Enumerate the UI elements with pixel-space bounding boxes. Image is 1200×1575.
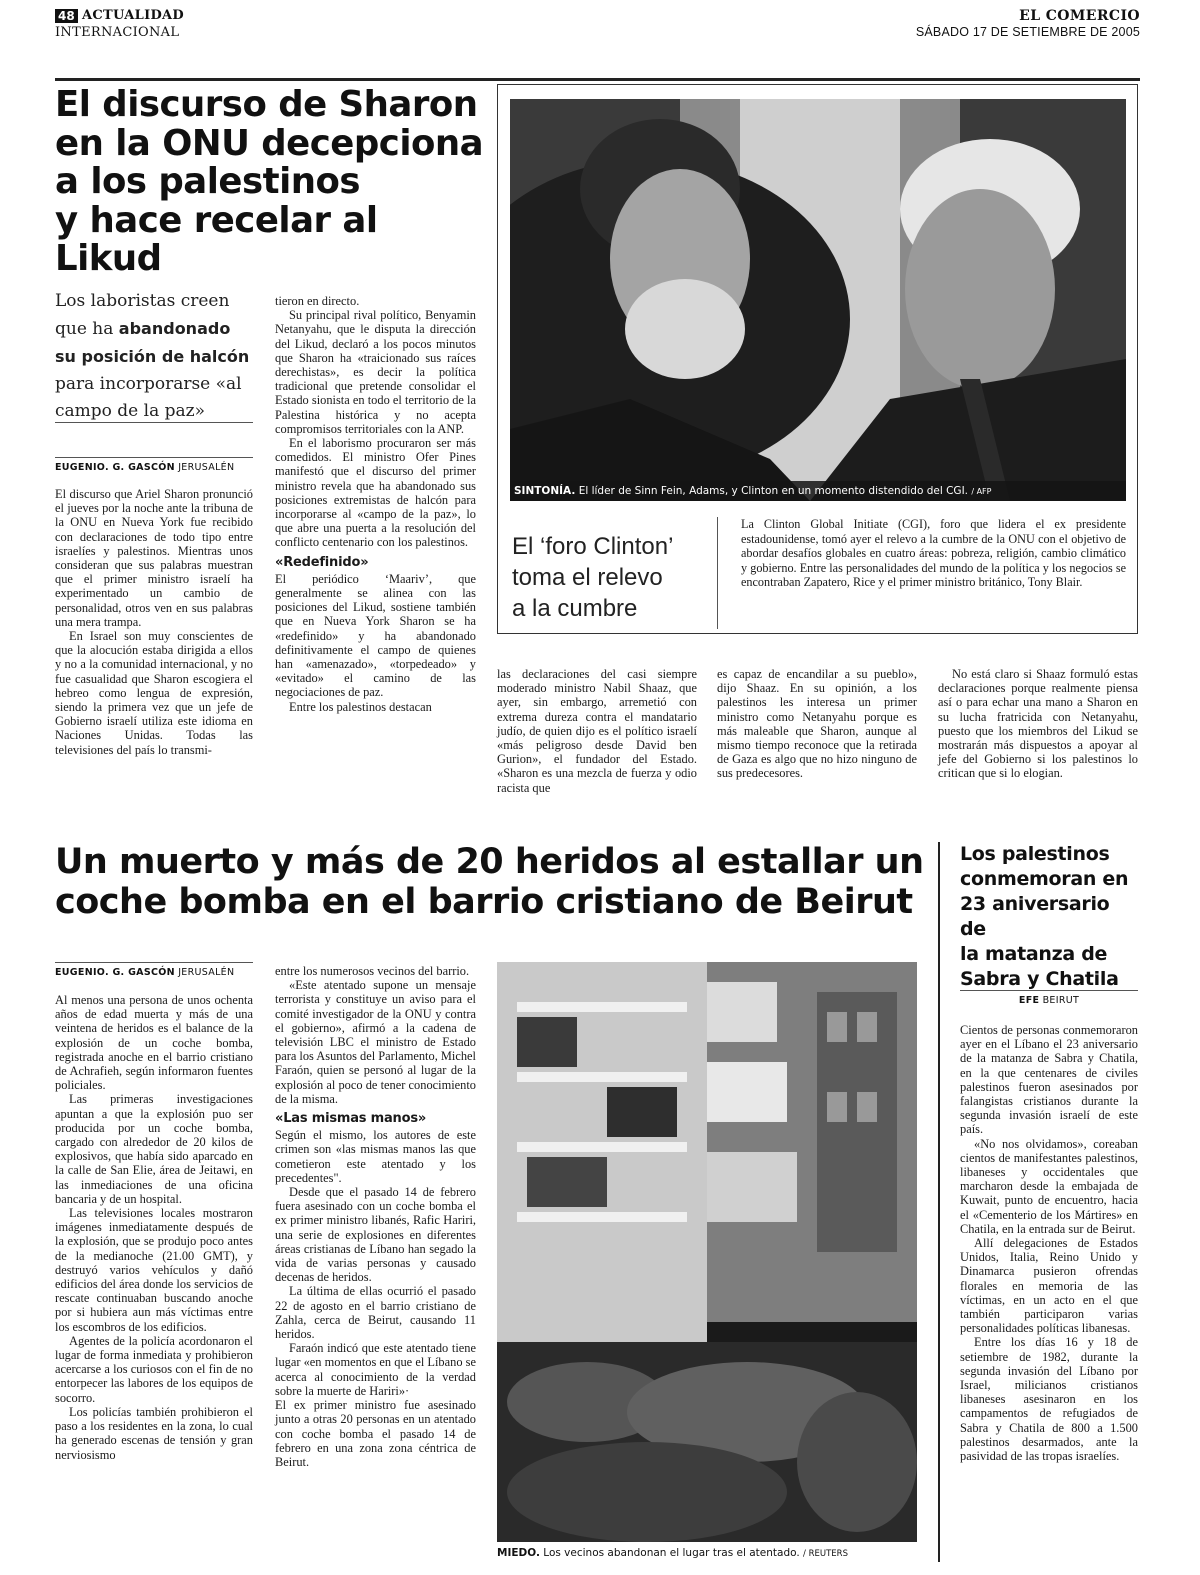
paragraph: Entre los días 16 y 18 de setiembre de 1982, durante la segunda invasión del Líbano por Israel, milicianos cristianos libaneses asesinaron en los campamentos de refugiados de Sabra y Chatila de 800 a 1.500 palestinos desarmados, ante la pasividad de las tropas israelíes. xyxy=(960,1335,1138,1464)
box-title-line: El ‘foro Clinton’ xyxy=(512,533,674,560)
paragraph: En el laborismo procuraron ser más comedidos. El ministro Ofer Pines manifestó que el discurso del primer ministro revela que ha abandonado sus posiciones extremistas de halcón para incorporarse al «campo de la paz», lo que abre una puerta a la resolución del conflicto centenario con los palestinos. xyxy=(275,436,476,550)
clinton-photo-caption xyxy=(510,481,1126,501)
caption-label: SINTONÍA. xyxy=(514,485,576,497)
issue-date: SÁBADO 17 DE SETIEMBRE DE 2005 xyxy=(915,25,1140,39)
headline-line: Los palestinos xyxy=(960,843,1110,865)
story2-byline xyxy=(55,962,253,978)
story1-subhead: «Redefinido» xyxy=(275,554,369,570)
headline-line: Un muerto y más de 20 heridos al estallar un xyxy=(55,842,924,882)
photo-illustration xyxy=(510,99,1126,501)
header-rule xyxy=(55,78,1140,81)
byline-author: EUGENIO. G. GASCÓN xyxy=(55,967,175,978)
page-number: 48 xyxy=(55,9,78,23)
beirut-photo xyxy=(497,962,917,1542)
story2-column-1 xyxy=(55,993,253,1462)
caption-label: MIEDO. xyxy=(497,1547,540,1559)
caption-credit: / AFP xyxy=(971,487,992,496)
headline-line: en la ONU decepciona xyxy=(55,122,484,164)
paragraph: Los policías también prohibieron el paso a los residentes en la zona, lo cual ha generado escenas de tensión y gran nerviosismo xyxy=(55,1404,253,1462)
story1-column-1 xyxy=(55,487,253,757)
story3-column xyxy=(960,1023,1138,1463)
clinton-box-body: La Clinton Global Initiate (CGI), foro que lidera el ex presidente estadounidense, tomó ayer el relevo a la cumbre de la ONU con el objetivo de abordar desafíos globales en cuatro áreas: pobreza, religión, cambio climático y gobierno. Entre las personalidades del mundo de la política y los negocios se encontraban Zapatero, Rice y el primer ministro británico, Tony Blair. xyxy=(741,517,1126,590)
story1-headline xyxy=(55,86,495,279)
story1-column-2 xyxy=(275,294,476,714)
byline-place: JERUSALÉN xyxy=(178,462,235,473)
byline-author: EUGENIO. G. GASCÓN xyxy=(55,462,175,473)
deck-text: Los laboristas creen que ha xyxy=(55,291,230,339)
paragraph: Faraón indicó que este atentado tiene lugar «en momentos en que el Líbano se acerca al conocimiento de la verdad sobre la muerte de Hariri»· xyxy=(275,1341,476,1398)
story1-deck xyxy=(55,288,253,425)
sidebar-rule xyxy=(938,842,940,1562)
paragraph: tieron en directo. xyxy=(275,294,360,308)
byline-author: EFE xyxy=(1018,995,1040,1006)
box-title-line: a la cumbre xyxy=(512,595,638,622)
headline-line: la matanza de xyxy=(960,943,1108,965)
beirut-photo-caption xyxy=(497,1547,917,1559)
headline-line: 23 aniversario de xyxy=(960,893,1110,940)
deck-rule xyxy=(55,422,253,423)
section-label: ACTUALIDAD xyxy=(82,8,184,23)
paragraph: Según el mismo, los autores de este crimen son «las mismas manos las que cometieron este atentado y los precedentes". xyxy=(275,1128,476,1185)
box-title-line: toma el relevo xyxy=(512,564,663,591)
paragraph: «No nos olvidamos», coreaban cientos de manifestantes palestinos, libaneses y occidentales que marcharon desde la embajada de Kuwait, punto de encuentro, hacia el «Cementerio de los Mártires» en Chatila, en la entrada sur de Beirut. xyxy=(960,1136,1138,1236)
paragraph: entre los numerosos vecinos del barrio. xyxy=(275,964,470,978)
paragraph: La última de ellas ocurrió el pasado 22 de agosto en el barrio cristiano de Zahla, cerca de Beirut, causando 11 heridos. xyxy=(275,1284,476,1342)
headline-line: a los palestinos xyxy=(55,161,361,202)
paragraph: No está claro si Shaaz formuló estas declaraciones porque realmente piensa así o para echar una mano a Sharon en su lucha fratricida con Netanyahu, puesto que los miembros del Likud se mostrarán más dispuestos a apoyar al jefe del Gobierno si los palestinos lo critican que si lo elogian. xyxy=(938,667,1138,781)
paragraph: Las primeras investigaciones apuntan a que la explosión puo ser producida por un coche bomba, cargado con alrededor de 20 kilos de explosivos, que había sido aparcado en la calle de San Elie, área de Jeitawi, en las inmediaciones de una oficina bancaria y de un hospital. xyxy=(55,1092,253,1206)
byline-place: BEIRUT xyxy=(1042,995,1080,1006)
box-divider xyxy=(717,517,718,629)
caption-text: El líder de Sinn Fein, Adams, y Clinton en un momento distendido del CGI. xyxy=(578,485,968,497)
caption-credit: / REUTERS xyxy=(803,1549,848,1559)
paragraph: Agentes de la policía acordonaron el lugar de forma inmediata y prohibieron acercarse a los curiosos con el fin de no entorpecer las labores de los equipos de socorro. xyxy=(55,1333,253,1405)
deck-highlight: abandonado su posición de halcón xyxy=(55,319,250,366)
clinton-adams-photo xyxy=(510,99,1126,501)
deck-text-end: para incorporarse «al campo de la paz» xyxy=(55,374,242,421)
story1-byline xyxy=(55,457,253,473)
caption-text: Los vecinos abandonan el lugar tras el atentado. xyxy=(543,1547,800,1559)
story3-headline xyxy=(960,842,1140,992)
paragraph: En Israel son muy conscientes de que la alocución estaba dirigida a ellos y no a la comunidad internacional, y no fue casualidad que Sharon escogiera el hebreo como lengua de expresión, siendo la primera vez que un jefe de Gobierno israelí utiliza este idioma en Naciones Unidas. Todas las televisiones del país lo transmi- xyxy=(55,629,253,757)
paragraph: Cientos de personas conmemoraron ayer en el Líbano el 23 aniversario de la matanza de Sabra y Chatila, en la que centenares de civiles palestinos fueron asesinados por falangistas cristianos durante la segunda invasión israelí de este país. xyxy=(960,1023,1138,1137)
story2-column-2 xyxy=(275,964,476,1469)
paragraph: Desde que el pasado 14 de febrero fuera asesinado con un coche bomba el ex primer ministro libanés, Rafic Hariri, una serie de explosiones en diferentes áreas cristianas de Líbano han segado la vida de varias personas y causado decenas de heridos. xyxy=(275,1185,476,1285)
paragraph: Las televisiones locales mostraron imágenes inmediatamente después de la explosión, que se produjo poco antes de la medianoche (21.00 GMT), y destruyó varios vehículos y dañó edificios del área donde los servicios de rescate continuaban buscando anoche por si hubiera aun más víctimas entre los escombros de los edificios. xyxy=(55,1206,253,1334)
paragraph: El ex primer ministro fue asesinado junto a otras 20 personas en un atentado con coche bomba el pasado 14 de febrero en una zona zona céntrica de Beirut. xyxy=(275,1398,476,1469)
clinton-box-title xyxy=(512,531,712,624)
paragraph: Su principal rival político, Benyamin Netanyahu, que le disputa la dirección del Likud, declaró a los pocos minutos que Sharon ha «traicionado sus raíces derechistas», es decir la política tradicional que pretende consolidar el Estado sionista en todo el territorio de la Palestina histórica y no acepta compromisos territoriales con la ANP. xyxy=(275,308,476,436)
paragraph: Allí delegaciones de Estados Unidos, Italia, Reino Unido y Dinamarca pusieron ofrendas florales en memoria de las víctimas, en un acto en el que también participaron varias personalidades políticas libanesas. xyxy=(960,1236,1138,1336)
story3-byline xyxy=(960,990,1138,1006)
story2-subhead: «Las mismas manos» xyxy=(275,1111,427,1127)
paragraph: Al menos una persona de unos ochenta años de edad muerta y más de una veintena de heridos es el balance de la explosión de un coche bomba, registrada anoche en el barrio cristiano de Achrafieh, según informaron fuentes policiales. xyxy=(55,993,253,1093)
byline-place: JERUSALÉN xyxy=(178,967,235,978)
paragraph: El periódico ‘Maariv’, que generalmente se alinea con las posiciones del Likud, sostiene también que en Nueva York Sharon se ha «redefinido» y ha abandonado definitivamente el campo de quienes han «amenazado», «torpedeado» y «evitado» el camino de las negociaciones de paz. xyxy=(275,571,476,700)
paragraph: El discurso que Ariel Sharon pronunció el jueves por la noche ante la tribuna de la ONU en Nueva York fue recibido con declaraciones de todo tipo entre israelíes y palestinos. Mientras unos consideran que sus palabras muestran que el primer ministro israelí ha experimentado un cambio de personalidad, otros ven en sus palabras una mera trampa. xyxy=(55,487,253,629)
headline-line: y hace recelar al Likud xyxy=(55,199,378,279)
paragraph: «Este atentado supone un mensaje terrorista y constituye un aviso para el comité investigador de la ONU y contra el gobierno», afirmó a la cadena de televisión LBC el ministro de Estado para los Asuntos del Parlamento, Michel Faraón, quien se personó al lugar de la explosión al poco de tener conocimiento de la misma. xyxy=(275,978,476,1106)
story1-column-3 xyxy=(497,667,697,795)
headline-line: El discurso de Sharon xyxy=(55,84,478,125)
photo-illustration xyxy=(497,962,917,1542)
paragraph: es capaz de encandilar a su pueblo», dijo Shaaz. En su opinión, a los palestinos les interesa un primer ministro como Netanyahu porque es más maleable que Sharon, aunque al mismo tiempo reconoce que la retirada de Gaza es algo que no hizo ninguno de sus predecesores. xyxy=(717,667,917,781)
headline-line: conmemoran en xyxy=(960,868,1129,890)
clinton-box xyxy=(497,84,1138,634)
page-header xyxy=(55,8,1140,44)
paragraph: las declaraciones del casi siempre moderado ministro Nabil Shaaz, que ayer, sin embargo, arremetió con extrema dureza contra el mandatario judío, de quien dijo es el político israelí «más peligroso desde David ben Gurion», el fundador del Estado. «Sharon es una mezcla de fuerza y odio racista que xyxy=(497,667,697,795)
subsection-label: INTERNACIONAL xyxy=(55,25,180,40)
headline-line: coche bomba en el barrio cristiano de Beirut xyxy=(55,882,913,922)
story2-headline xyxy=(55,842,925,922)
story1-column-4 xyxy=(717,667,917,781)
paragraph: Entre los palestinos destacan xyxy=(289,699,432,714)
story1-column-5 xyxy=(938,667,1138,781)
headline-line: Sabra y Chatila xyxy=(960,968,1119,990)
newspaper-name: EL COMERCIO xyxy=(1019,8,1140,24)
